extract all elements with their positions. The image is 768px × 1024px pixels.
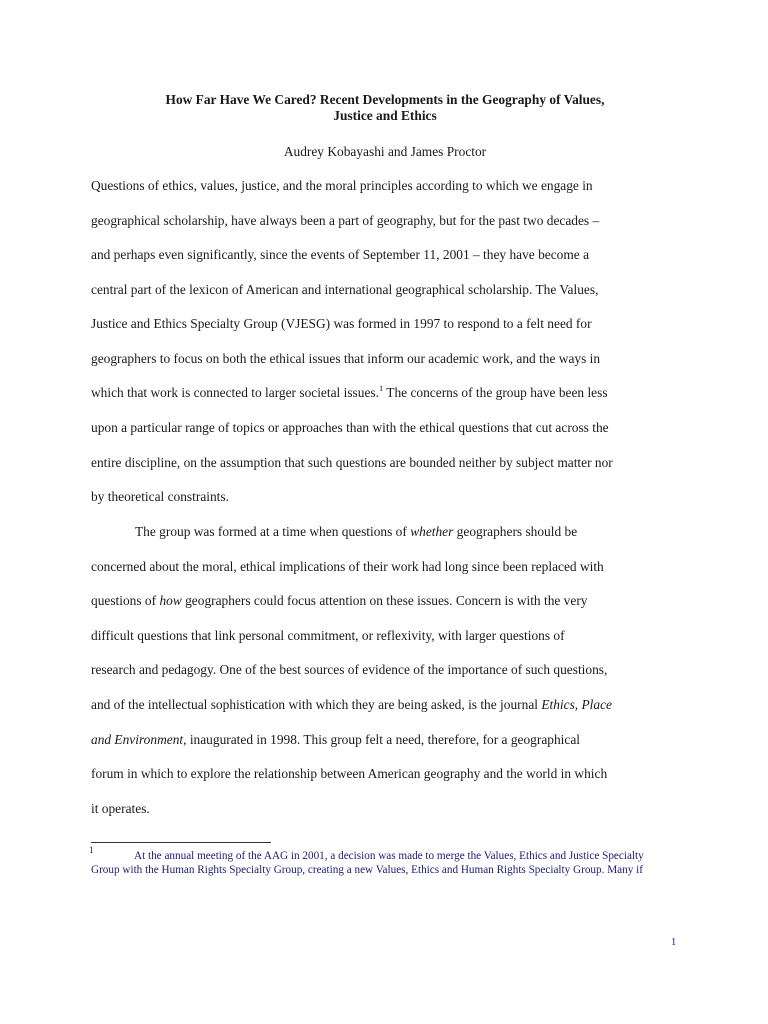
title-line-1: How Far Have We Cared? Recent Developments in the Geography of Values, bbox=[165, 92, 605, 107]
paper-title bbox=[92, 92, 678, 124]
footnote-reference[interactable]: 1 bbox=[378, 383, 384, 393]
page-number: 1 bbox=[671, 937, 677, 948]
body-text: geographers could focus attention on these issues. Concern is with the very bbox=[181, 593, 588, 608]
body-line: Justice and Ethics Specialty Group (VJESG) was formed in 1997 to respond to a felt need for bbox=[91, 316, 592, 331]
body-line: central part of the lexicon of American and international geographical scholarship. The Values, bbox=[91, 282, 599, 297]
body-line bbox=[91, 697, 612, 713]
emphasis-text: how bbox=[159, 593, 182, 608]
body-line: entire discipline, on the assumption that such questions are bounded neither by subject matter nor bbox=[91, 455, 613, 470]
body-text: geographers should be bbox=[453, 524, 578, 539]
body-line: geographical scholarship, have always been a part of geography, but for the past two decades – bbox=[91, 213, 600, 228]
title-line-2: Justice and Ethics bbox=[333, 108, 437, 123]
body-line: difficult questions that link personal commitment, or reflexivity, with larger questions of bbox=[91, 628, 565, 643]
journal-title: Ethics, Place bbox=[541, 697, 612, 712]
footnote-line: At the annual meeting of the AAG in 2001, a decision was made to merge the Values, Ethics and Justice Specialty bbox=[134, 850, 644, 862]
body-line: forum in which to explore the relationship between American geography and the world in which bbox=[91, 766, 608, 781]
body-line: upon a particular range of topics or approaches than with the ethical questions that cut across the bbox=[91, 420, 609, 435]
footnote-marker: 1 bbox=[89, 845, 94, 855]
body-line: concerned about the moral, ethical implications of their work had long since been replaced with bbox=[91, 559, 604, 574]
body-text: inaugurated in 1998. This group felt a need, therefore, for a geographical bbox=[186, 732, 580, 747]
body-line bbox=[91, 385, 608, 401]
body-line: it operates. bbox=[91, 801, 150, 816]
body-line bbox=[91, 732, 580, 748]
body-line: research and pedagogy. One of the best sources of evidence of the importance of such questions, bbox=[91, 662, 608, 677]
body-line bbox=[91, 593, 587, 609]
body-line: and perhaps even significantly, since the events of September 11, 2001 – they have become a bbox=[91, 247, 590, 262]
footnote-line: Group with the Human Rights Specialty Group, creating a new Values, Ethics and Human Rights Specialty Group. Many if bbox=[91, 864, 643, 876]
body-line: geographers to focus on both the ethical issues that inform our academic work, and the ways in bbox=[91, 351, 601, 366]
body-text: The group was formed at a time when questions of bbox=[135, 524, 411, 539]
body-line: Questions of ethics, values, justice, and the moral principles according to which we engage in bbox=[91, 178, 593, 193]
emphasis-text: whether bbox=[410, 524, 454, 539]
body-line: by theoretical constraints. bbox=[91, 489, 229, 504]
footnote-divider bbox=[91, 842, 271, 843]
body-text: The concerns of the group have been less bbox=[383, 385, 608, 400]
body-text: which that work is connected to larger societal issues. bbox=[91, 385, 379, 400]
body-text: questions of bbox=[91, 593, 160, 608]
paper-authors: Audrey Kobayashi and James Proctor bbox=[283, 144, 487, 159]
body-text: and of the intellectual sophistication with which they are being asked, is the journal bbox=[91, 697, 542, 712]
journal-title: and Environment, bbox=[91, 732, 187, 747]
body-line bbox=[135, 524, 577, 540]
